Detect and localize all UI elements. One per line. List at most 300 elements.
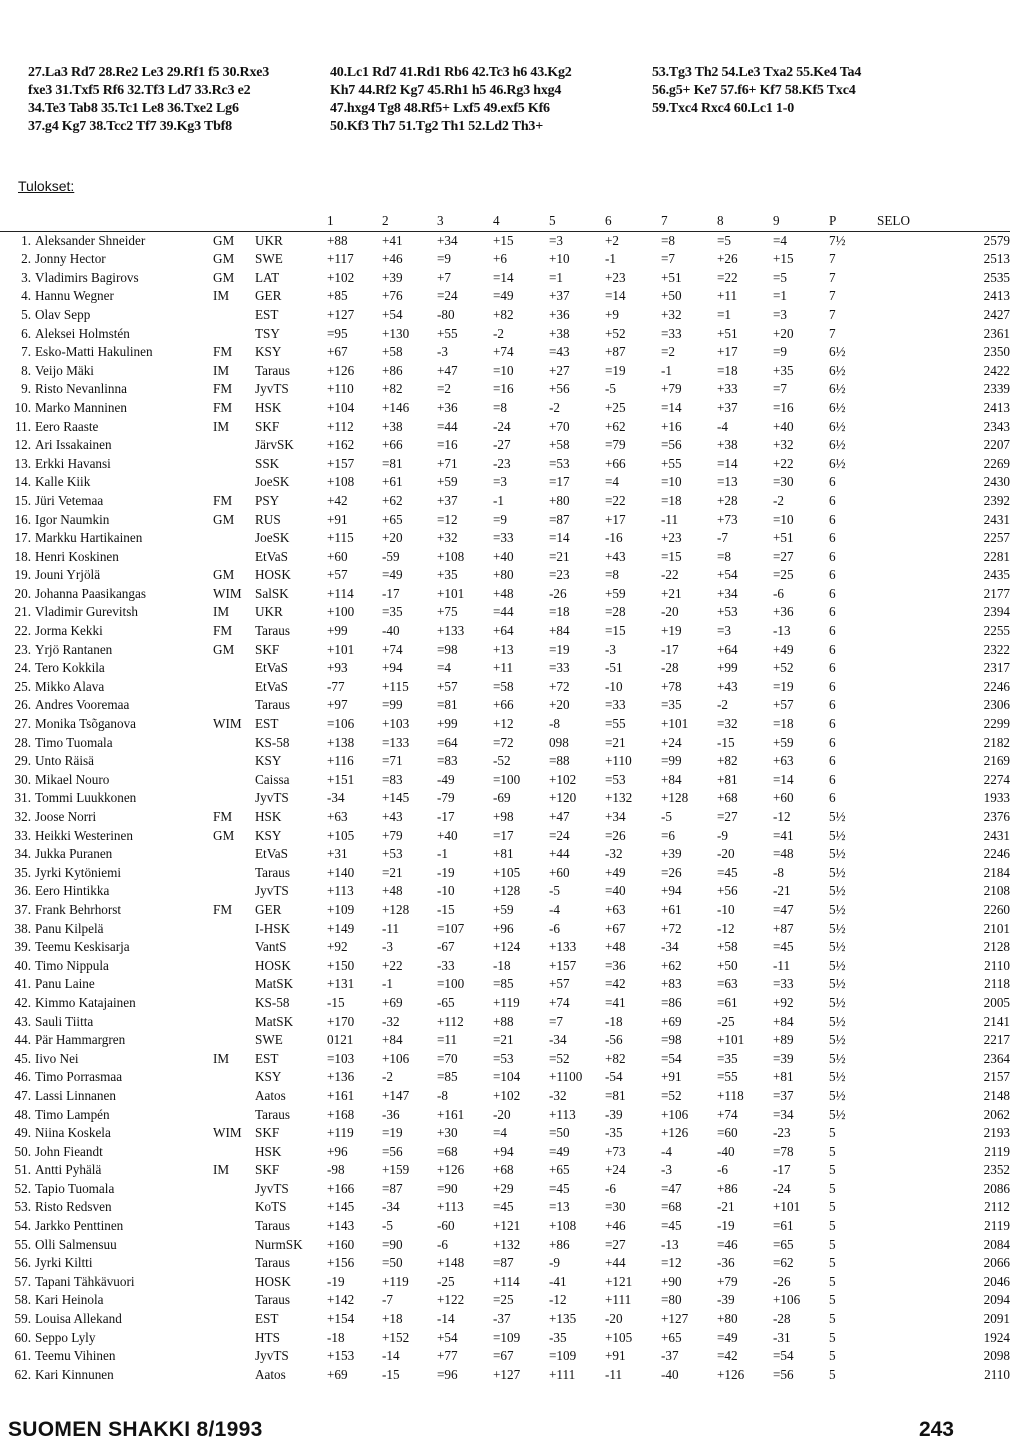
round-5: =109 bbox=[549, 1348, 577, 1364]
round-3: =107 bbox=[437, 920, 465, 936]
round-4: +12 bbox=[493, 716, 514, 732]
round-8: =3 bbox=[717, 623, 732, 639]
club-country: JärvSK bbox=[255, 437, 294, 453]
round-1: +96 bbox=[327, 1143, 348, 1159]
round-1: -98 bbox=[327, 1162, 345, 1178]
club-country: GER bbox=[255, 901, 282, 917]
selo-rating: 2062 bbox=[983, 1106, 1010, 1122]
round-6: -16 bbox=[605, 530, 623, 546]
round-9: -12 bbox=[773, 809, 791, 824]
round-4: +132 bbox=[493, 1236, 521, 1252]
round-4: =44 bbox=[493, 604, 514, 620]
club-country: Aatos bbox=[255, 1366, 286, 1382]
round-8: +28 bbox=[717, 492, 738, 508]
column-header-round: 2 bbox=[382, 212, 437, 231]
round-1: +116 bbox=[327, 753, 354, 769]
round-1: +166 bbox=[327, 1180, 355, 1196]
player-name: Teemu Vihinen bbox=[35, 1348, 116, 1364]
round-9: -13 bbox=[773, 623, 791, 639]
round-7: =54 bbox=[661, 1050, 682, 1066]
rank: 35. bbox=[14, 864, 31, 880]
round-5: -35 bbox=[549, 1329, 567, 1345]
round-8: =32 bbox=[717, 716, 738, 732]
round-5: -41 bbox=[549, 1273, 567, 1289]
round-2: +39 bbox=[382, 269, 403, 285]
round-1: +100 bbox=[327, 604, 355, 620]
round-8: =60 bbox=[717, 1125, 738, 1141]
points: 6 bbox=[829, 567, 836, 583]
round-8: +79 bbox=[717, 1273, 738, 1289]
round-1: +60 bbox=[327, 548, 348, 564]
selo-rating: 2431 bbox=[983, 827, 1010, 843]
round-3: =24 bbox=[437, 288, 458, 304]
round-6: =19 bbox=[605, 362, 626, 378]
player-name: Heikki Westerinen bbox=[35, 827, 133, 843]
column-header-round: 9 bbox=[773, 212, 829, 231]
round-8: +38 bbox=[717, 437, 738, 453]
player-row bbox=[0, 845, 1010, 864]
player-row bbox=[0, 696, 1010, 715]
column-header-round: 7 bbox=[661, 212, 717, 231]
round-3: -80 bbox=[437, 306, 455, 322]
rank: 61. bbox=[14, 1348, 31, 1364]
round-9: +106 bbox=[773, 1292, 801, 1308]
round-3: +101 bbox=[437, 585, 465, 601]
player-row bbox=[0, 287, 1010, 306]
points: 5½ bbox=[829, 1069, 846, 1085]
round-7: =10 bbox=[661, 474, 682, 490]
round-4: =9 bbox=[493, 511, 508, 527]
player-title bbox=[213, 455, 255, 474]
rank: 48. bbox=[14, 1106, 31, 1122]
club-country: MatSK bbox=[255, 1013, 294, 1029]
round-5: =33 bbox=[549, 660, 570, 676]
round-8: +68 bbox=[717, 790, 738, 806]
selo-rating: 2339 bbox=[983, 381, 1010, 397]
round-3: =68 bbox=[437, 1143, 458, 1159]
points: 5½ bbox=[829, 920, 846, 936]
player-row bbox=[0, 1291, 1010, 1310]
round-2: +18 bbox=[382, 1311, 403, 1327]
player-row bbox=[0, 1068, 1010, 1087]
points: 6 bbox=[829, 678, 836, 694]
player-row bbox=[0, 1217, 1010, 1236]
round-4: +119 bbox=[493, 994, 520, 1010]
player-title bbox=[213, 1087, 255, 1106]
player-name: Lassi Linnanen bbox=[35, 1087, 116, 1103]
round-2: -11 bbox=[382, 920, 400, 936]
round-2: +22 bbox=[382, 957, 403, 973]
selo-rating: 2376 bbox=[983, 809, 1010, 824]
rank: 57. bbox=[14, 1273, 31, 1289]
player-title bbox=[213, 752, 255, 771]
selo-rating: 2094 bbox=[983, 1292, 1010, 1308]
round-5: +36 bbox=[549, 306, 570, 322]
round-3: -1 bbox=[437, 846, 448, 862]
player-name: Ari Issakainen bbox=[35, 437, 112, 453]
round-3: -49 bbox=[437, 771, 455, 787]
player-title bbox=[213, 1106, 255, 1125]
round-4: -23 bbox=[493, 455, 511, 471]
selo-rating: 2431 bbox=[983, 511, 1010, 527]
player-name: Timo Lampén bbox=[35, 1106, 110, 1122]
round-7: -11 bbox=[661, 511, 679, 527]
rank: 4. bbox=[21, 288, 31, 304]
selo-rating: 1933 bbox=[983, 790, 1010, 806]
player-name: Tero Kokkila bbox=[35, 660, 105, 676]
round-7: =86 bbox=[661, 994, 682, 1010]
player-name: Andres Vooremaa bbox=[35, 697, 130, 713]
club-country: Taraus bbox=[255, 1292, 290, 1308]
points: 6 bbox=[829, 697, 836, 713]
round-9: +89 bbox=[773, 1032, 794, 1048]
points: 5½ bbox=[829, 1087, 846, 1103]
player-name: Marko Manninen bbox=[35, 399, 127, 415]
player-title: IM bbox=[213, 604, 230, 620]
round-9: =34 bbox=[773, 1106, 794, 1122]
round-9: =41 bbox=[773, 827, 794, 843]
selo-rating: 2112 bbox=[984, 1199, 1010, 1215]
rank: 38. bbox=[14, 920, 31, 936]
club-country: RUS bbox=[255, 511, 281, 527]
round-6: -11 bbox=[605, 1366, 623, 1382]
round-4: -27 bbox=[493, 437, 511, 453]
round-2: +20 bbox=[382, 530, 403, 546]
round-3: +32 bbox=[437, 530, 458, 546]
player-title: IM bbox=[213, 288, 230, 304]
round-3: +75 bbox=[437, 604, 458, 620]
player-name: Tommi Luukkonen bbox=[35, 790, 137, 806]
points: 6 bbox=[829, 641, 836, 657]
round-3: -79 bbox=[437, 790, 455, 806]
player-row bbox=[0, 250, 1010, 269]
round-6: +132 bbox=[605, 790, 633, 806]
round-8: -19 bbox=[717, 1218, 735, 1234]
round-5: =52 bbox=[549, 1050, 570, 1066]
club-country: Taraus bbox=[255, 697, 290, 713]
rank: 29. bbox=[14, 753, 31, 769]
player-title bbox=[213, 1217, 255, 1236]
rank: 55. bbox=[14, 1236, 31, 1252]
round-1: +160 bbox=[327, 1236, 355, 1252]
selo-rating: 2169 bbox=[983, 753, 1010, 769]
player-name: Tapio Tuomala bbox=[35, 1180, 115, 1196]
points: 5½ bbox=[829, 901, 846, 917]
club-country: Aatos bbox=[255, 1087, 286, 1103]
round-1: +150 bbox=[327, 957, 355, 973]
round-1: +131 bbox=[327, 976, 355, 992]
round-6: =21 bbox=[605, 734, 626, 750]
round-3: -6 bbox=[437, 1236, 448, 1252]
round-4: =104 bbox=[493, 1069, 521, 1085]
points: 7 bbox=[829, 269, 836, 285]
club-country: JoeSK bbox=[255, 530, 290, 546]
round-2: +86 bbox=[382, 362, 403, 378]
points: 5 bbox=[829, 1292, 836, 1308]
selo-rating: 2157 bbox=[983, 1069, 1010, 1085]
round-6: -10 bbox=[605, 678, 623, 694]
round-1: +104 bbox=[327, 399, 355, 415]
player-row bbox=[0, 678, 1010, 697]
points: 6½ bbox=[829, 381, 846, 397]
round-9: +49 bbox=[773, 641, 794, 657]
round-3: +77 bbox=[437, 1348, 458, 1364]
round-9: =39 bbox=[773, 1050, 794, 1066]
points: 5 bbox=[829, 1255, 836, 1271]
round-6: -5 bbox=[605, 381, 616, 397]
round-9: -6 bbox=[773, 585, 784, 601]
round-5: =3 bbox=[549, 232, 564, 248]
rank: 6. bbox=[21, 325, 31, 341]
round-5: -9 bbox=[549, 1255, 560, 1271]
round-7: =45 bbox=[661, 1218, 682, 1234]
round-9: =27 bbox=[773, 548, 794, 564]
player-row bbox=[0, 492, 1010, 511]
round-8: +54 bbox=[717, 567, 738, 583]
round-9: =54 bbox=[773, 1348, 794, 1364]
round-2: +106 bbox=[382, 1050, 410, 1066]
round-1: +161 bbox=[327, 1087, 355, 1103]
points: 5½ bbox=[829, 994, 846, 1010]
round-4: =17 bbox=[493, 827, 514, 843]
club-country: JyvTS bbox=[255, 1348, 289, 1364]
rank: 11. bbox=[15, 418, 31, 434]
player-row bbox=[0, 418, 1010, 437]
round-2: +159 bbox=[382, 1162, 410, 1178]
round-8: -4 bbox=[717, 418, 728, 434]
round-1: -77 bbox=[327, 678, 345, 694]
round-1: +138 bbox=[327, 734, 355, 750]
round-5: +1100 bbox=[549, 1069, 583, 1085]
player-row bbox=[0, 882, 1010, 901]
club-country: Taraus bbox=[255, 623, 290, 639]
round-3: +59 bbox=[437, 474, 458, 490]
club-country: UKR bbox=[255, 604, 283, 620]
round-6: =14 bbox=[605, 288, 626, 304]
moves-line: 59.Txc4 Rxc4 60.Lc1 1-0 bbox=[652, 101, 794, 116]
round-4: +15 bbox=[493, 232, 514, 248]
round-7: =18 bbox=[661, 492, 682, 508]
rank: 50. bbox=[14, 1143, 31, 1159]
points: 7 bbox=[829, 288, 836, 304]
player-name: Kari Kinnunen bbox=[35, 1366, 114, 1382]
round-8: =63 bbox=[717, 976, 738, 992]
round-3: -19 bbox=[437, 864, 455, 880]
moves-line: fxe3 31.Txf5 Rf6 32.Tf3 Ld7 33.Rc3 e2 bbox=[28, 83, 251, 98]
club-country: SKF bbox=[255, 1125, 280, 1141]
round-9: -2 bbox=[773, 492, 784, 508]
round-4: -24 bbox=[493, 418, 511, 434]
rank: 51. bbox=[14, 1162, 31, 1178]
round-2: -1 bbox=[382, 976, 393, 992]
round-1: +143 bbox=[327, 1218, 355, 1234]
points: 5½ bbox=[829, 846, 846, 862]
round-8: -12 bbox=[717, 920, 735, 936]
rank: 52. bbox=[14, 1180, 31, 1196]
rank: 22. bbox=[14, 623, 31, 639]
round-4: =8 bbox=[493, 399, 508, 415]
round-8: +64 bbox=[717, 641, 738, 657]
round-4: +66 bbox=[493, 697, 514, 713]
round-1: +112 bbox=[327, 418, 354, 434]
round-4: +29 bbox=[493, 1180, 514, 1196]
round-9: +22 bbox=[773, 455, 794, 471]
round-6: =33 bbox=[605, 697, 626, 713]
round-6: +111 bbox=[605, 1292, 632, 1308]
round-8: =22 bbox=[717, 269, 738, 285]
round-5: +133 bbox=[549, 939, 577, 955]
round-1: +113 bbox=[327, 883, 354, 899]
player-row bbox=[0, 957, 1010, 976]
player-row bbox=[0, 1143, 1010, 1162]
round-8: +34 bbox=[717, 585, 738, 601]
round-1: +57 bbox=[327, 567, 348, 583]
round-8: =1 bbox=[717, 306, 732, 322]
selo-rating: 2110 bbox=[984, 957, 1010, 973]
round-1: +168 bbox=[327, 1106, 355, 1122]
points: 6½ bbox=[829, 344, 846, 360]
round-7: +101 bbox=[661, 716, 689, 732]
round-5: =7 bbox=[549, 1013, 564, 1029]
round-4: +88 bbox=[493, 1013, 514, 1029]
rank: 16. bbox=[14, 511, 31, 527]
round-8: -15 bbox=[717, 734, 735, 750]
rank: 30. bbox=[14, 771, 31, 787]
points: 5 bbox=[829, 1348, 836, 1364]
round-6: =36 bbox=[605, 957, 626, 973]
player-title bbox=[213, 1310, 255, 1329]
round-6: +48 bbox=[605, 939, 626, 955]
player-name: Timo Nippula bbox=[35, 957, 109, 973]
rank: 58. bbox=[14, 1292, 31, 1308]
club-country: HOSK bbox=[255, 957, 291, 973]
round-9: +36 bbox=[773, 604, 794, 620]
player-title bbox=[213, 1068, 255, 1087]
moves-line: Kh7 44.Rf2 Kg7 45.Rh1 h5 46.Rg3 hxg4 bbox=[330, 83, 562, 98]
round-1: +67 bbox=[327, 344, 348, 360]
round-2: +38 bbox=[382, 418, 403, 434]
player-name: Panu Laine bbox=[35, 976, 95, 992]
player-name: Iivo Nei bbox=[35, 1050, 79, 1066]
rank: 2. bbox=[21, 251, 31, 267]
round-5: +65 bbox=[549, 1162, 570, 1178]
points: 6½ bbox=[829, 399, 846, 415]
selo-rating: 2435 bbox=[983, 567, 1010, 583]
round-3: =96 bbox=[437, 1366, 458, 1382]
round-1: +157 bbox=[327, 455, 355, 471]
player-title: GM bbox=[213, 251, 235, 267]
round-5: =45 bbox=[549, 1180, 570, 1196]
round-9: -24 bbox=[773, 1180, 791, 1196]
round-5: +157 bbox=[549, 957, 577, 973]
player-title: GM bbox=[213, 232, 235, 248]
round-1: =106 bbox=[327, 716, 355, 732]
round-7: +32 bbox=[661, 306, 682, 322]
player-row bbox=[0, 1273, 1010, 1292]
rank: 10. bbox=[14, 399, 31, 415]
club-country: HTS bbox=[255, 1329, 280, 1345]
player-row bbox=[0, 231, 1010, 250]
club-country: Taraus bbox=[255, 1255, 290, 1271]
round-3: =83 bbox=[437, 753, 458, 769]
selo-rating: 2535 bbox=[983, 269, 1010, 285]
round-2: =71 bbox=[382, 753, 403, 769]
round-9: =33 bbox=[773, 976, 794, 992]
player-title: FM bbox=[213, 399, 233, 415]
round-5: +56 bbox=[549, 381, 570, 397]
round-1: +154 bbox=[327, 1311, 355, 1327]
round-9: +52 bbox=[773, 660, 794, 676]
round-2: +82 bbox=[382, 381, 403, 397]
round-9: +57 bbox=[773, 697, 794, 713]
round-6: =79 bbox=[605, 437, 626, 453]
round-7: =52 bbox=[661, 1087, 682, 1103]
club-country: HOSK bbox=[255, 1273, 291, 1289]
round-5: +10 bbox=[549, 251, 570, 267]
round-3: =64 bbox=[437, 734, 458, 750]
player-title: WIM bbox=[213, 1125, 242, 1141]
round-2: -34 bbox=[382, 1199, 400, 1215]
round-9: =78 bbox=[773, 1143, 794, 1159]
round-9: =56 bbox=[773, 1366, 794, 1382]
player-name: Eero Hintikka bbox=[35, 883, 110, 899]
round-1: +31 bbox=[327, 846, 348, 862]
points: 6 bbox=[829, 604, 836, 620]
points: 5 bbox=[829, 1143, 836, 1159]
player-row bbox=[0, 1106, 1010, 1125]
round-6: +44 bbox=[605, 1255, 626, 1271]
round-7: =14 bbox=[661, 399, 682, 415]
round-1: +42 bbox=[327, 492, 348, 508]
selo-rating: 2394 bbox=[983, 604, 1010, 620]
points: 7½ bbox=[829, 232, 846, 248]
rank: 23. bbox=[14, 641, 31, 657]
round-4: =85 bbox=[493, 976, 514, 992]
round-8: +82 bbox=[717, 753, 738, 769]
round-7: +94 bbox=[661, 883, 682, 899]
club-country: NurmSK bbox=[255, 1236, 303, 1252]
player-row bbox=[0, 641, 1010, 660]
round-5: =23 bbox=[549, 567, 570, 583]
player-title: IM bbox=[213, 362, 230, 378]
selo-rating: 2005 bbox=[983, 994, 1010, 1010]
round-3: -25 bbox=[437, 1273, 455, 1289]
player-title bbox=[213, 789, 255, 808]
round-6: +110 bbox=[605, 753, 632, 769]
round-2: +69 bbox=[382, 994, 403, 1010]
round-2: =87 bbox=[382, 1180, 403, 1196]
club-country: JyvTS bbox=[255, 1180, 289, 1196]
round-2: +43 bbox=[382, 809, 403, 824]
round-1: +101 bbox=[327, 641, 355, 657]
round-6: +62 bbox=[605, 418, 626, 434]
player-name: Kimmo Katajainen bbox=[35, 994, 136, 1010]
round-2: +128 bbox=[382, 901, 410, 917]
round-9: +101 bbox=[773, 1199, 801, 1215]
round-5: +84 bbox=[549, 623, 570, 639]
player-row bbox=[0, 1198, 1010, 1217]
rank: 59. bbox=[14, 1311, 31, 1327]
round-9: +20 bbox=[773, 325, 794, 341]
club-country: HSK bbox=[255, 1143, 282, 1159]
round-4: +40 bbox=[493, 548, 514, 564]
player-name: Olav Sepp bbox=[35, 306, 91, 322]
points: 5 bbox=[829, 1329, 836, 1345]
rank: 36. bbox=[14, 883, 31, 899]
round-6: +2 bbox=[605, 232, 620, 248]
round-7: =99 bbox=[661, 753, 682, 769]
round-2: +66 bbox=[382, 437, 403, 453]
